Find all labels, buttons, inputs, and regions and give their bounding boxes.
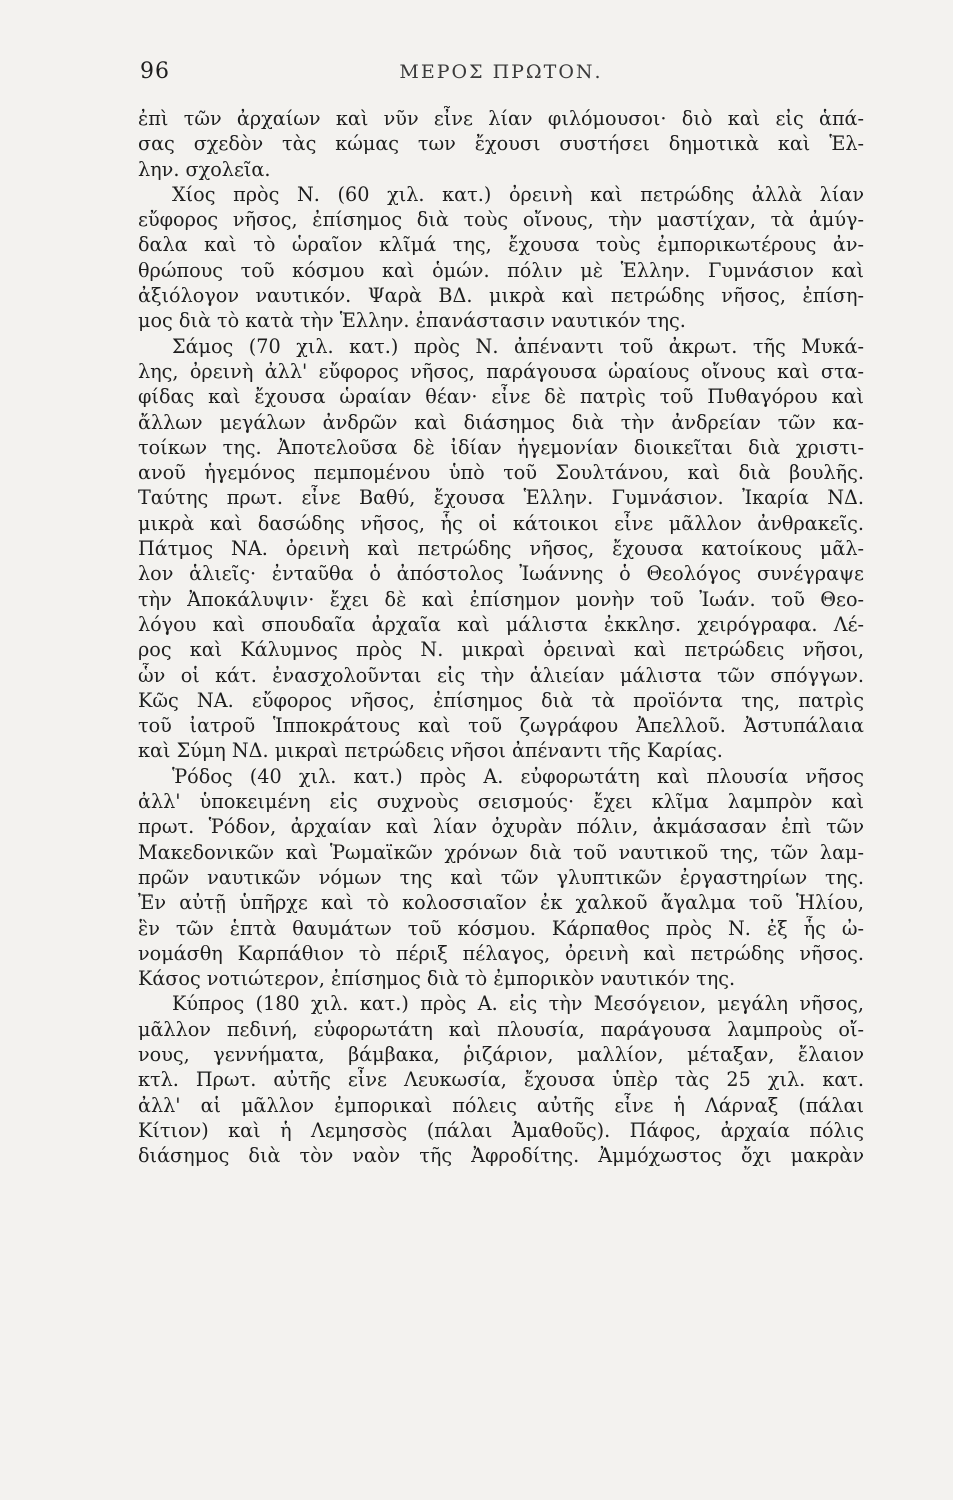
text-line: ἐπὶ τῶν ἀρχαίων καὶ νῦν εἶνε λίαν φιλόμουσοι· διὸ καὶ εἰς ἁπά- [138, 107, 864, 130]
text-line: Χίος πρὸς Ν. (60 χιλ. κατ.) ὀρεινὴ καὶ πετρώδης ἀλλὰ λίαν [172, 182, 864, 206]
text-line: σας σχεδὸν τὰς κώμας των ἔχουσι συστήσει δημοτικὰ καὶ Ἑλ- [138, 132, 864, 156]
body-text [138, 106, 864, 1168]
text-line: Ταύτης πρωτ. εἶνε Βαθύ, ἔχουσα Ἑλλην. Γυμνάσιον. Ἰκαρία ΝΔ. [138, 486, 864, 510]
text-line: θρώπους τοῦ κόσμου καὶ ὁμών. πόλιν μὲ Ἑλλην. Γυμνάσιον καὶ [138, 258, 864, 282]
text-line: λόγου καὶ σπουδαῖα ἀρχαῖα καὶ μάλιστα ἐκκλησ. χειρόγραφα. Λέ- [138, 612, 864, 636]
text-line: διάσημος διὰ τὸν ναὸν τῆς Ἀφροδίτης. Ἀμμόχωστος ὄχι μακρὰν [138, 1144, 864, 1168]
text-line: λον ἁλιεῖς· ἐνταῦθα ὁ ἀπόστολος Ἰωάννης ὁ Θεολόγος συνέγραψε [138, 562, 864, 586]
text-line: ρος καὶ Κάλυμνος πρὸς Ν. μικραὶ ὀρειναὶ καὶ πετρώδεις νῆσοι, [138, 638, 864, 662]
page-header [140, 55, 862, 95]
text-line: νομάσθη Καρπάθιον τὸ πέριξ πέλαγος, ὀρεινὴ καὶ πετρώδης νῆσος. [138, 941, 864, 965]
text-line: μικρὰ καὶ δασώδης νῆσος, ἧς οἱ κάτοικοι εἶνε μᾶλλον ἀνθρακεῖς. [138, 511, 864, 535]
text-line: Ἐν αὐτῇ ὑπῆρχε καὶ τὸ κολοσσιαῖον ἐκ χαλκοῦ ἄγαλμα τοῦ Ἡλίου, [138, 891, 864, 915]
text-line: μᾶλλον πεδινή, εὐφορωτάτη καὶ πλουσία, παράγουσα λαμπροὺς οἴ- [138, 1017, 864, 1041]
text-line: τοίκων της. Ἀποτελοῦσα δὲ ἰδίαν ἡγεμονίαν διοικεῖται διὰ χριστι- [138, 435, 864, 459]
text-line: ἀλλ' αἱ μᾶλλον ἐμπορικαὶ πόλεις αὐτῆς εἶνε ἡ Λάρναξ (πάλαι [138, 1093, 864, 1117]
text-line: Πάτμος ΝΑ. ὀρεινὴ καὶ πετρώδης νῆσος, ἔχουσα κατοίκους μᾶλ- [138, 537, 864, 561]
text-line: εὔφορος νῆσος, ἐπίσημος διὰ τοὺς οἴνους, τὴν μαστίχαν, τὰ ἀμύγ- [138, 208, 864, 232]
text-line: ἀξιόλογον ναυτικόν. Ψαρὰ ΒΔ. μικρὰ καὶ πετρώδης νῆσος, ἐπίση- [138, 284, 864, 308]
text-line: ἓν τῶν ἑπτὰ θαυμάτων τοῦ κόσμου. Κάρπαθος πρὸς Ν. ἐξ ἧς ὠ- [138, 916, 864, 940]
text-line: καὶ Σύμη ΝΔ. μικραὶ πετρώδεις νῆσοι ἀπέναντι τῆς Καρίας. [138, 739, 723, 763]
text-line: ἄλλων μεγάλων ἀνδρῶν καὶ διάσημος διὰ τὴν ἀνδρείαν τῶν κα- [138, 410, 864, 434]
text-line: Κῶς ΝΑ. εὔφορος νῆσος, ἐπίσημος διὰ τὰ προϊόντα της, πατρὶς [138, 688, 864, 712]
page-number: 96 [140, 59, 170, 84]
text-line: φίδας καὶ ἔχουσα ὡραίαν θέαν· εἶνε δὲ πατρὶς τοῦ Πυθαγόρου καὶ [138, 385, 864, 409]
text-line: μος διὰ τὸ κατὰ τὴν Ἑλλην. ἐπανάστασιν ναυτικόν της. [138, 309, 686, 333]
text-line: Κίτιον) καὶ ἡ Λεμησσὸς (πάλαι Ἀμαθοῦς). Πάφος, ἀρχαία πόλις [138, 1118, 864, 1142]
text-line: πρῶν ναυτικῶν νόμων της καὶ τῶν γλυπτικῶν ἐργαστηρίων της. [138, 865, 864, 889]
text-line: τοῦ ἰατροῦ Ἱπποκράτους καὶ τοῦ ζωγράφου Ἀπελλοῦ. Ἀστυπάλαια [138, 714, 864, 738]
text-line: ανοῦ ἡγεμόνος πεμπομένου ὑπὸ τοῦ Σουλτάνου, καὶ διὰ βουλῆς. [138, 461, 864, 485]
text-line: Κάσος νοτιώτερον, ἐπίσημος διὰ τὸ ἐμπορικὸν ναυτικόν της. [138, 967, 736, 991]
text-line: πρωτ. Ῥόδον, ἀρχαίαν καὶ λίαν ὀχυρὰν πόλιν, ἀκμάσασαν ἐπὶ τῶν [138, 815, 864, 839]
text-line: τὴν Ἀποκάλυψιν· ἔχει δὲ καὶ ἐπίσημον μονὴν τοῦ Ἰωάν. τοῦ Θεο- [138, 587, 864, 611]
text-line: Σάμος (70 χιλ. κατ.) πρὸς Ν. ἀπέναντι τοῦ ἀκρωτ. τῆς Μυκά- [172, 334, 864, 358]
text-line: κτλ. Πρωτ. αὐτῆς εἶνε Λευκωσία, ἔχουσα ὑπὲρ τὰς 25 χιλ. κατ. [138, 1068, 864, 1092]
text-line: Ῥόδος (40 χιλ. κατ.) πρὸς Α. εὐφορωτάτη καὶ πλουσία νῆσος [172, 764, 864, 788]
text-line: ὧν οἱ κάτ. ἐνασχολοῦνται εἰς τὴν ἁλιείαν μάλιστα τῶν σπόγγων. [138, 663, 864, 687]
text-line: Κύπρος (180 χιλ. κατ.) πρὸς Α. εἰς τὴν Μεσόγειον, μεγάλη νῆσος, [172, 992, 864, 1016]
text-line: δαλα καὶ τὸ ὡραῖον κλῖμά της, ἔχουσα τοὺς ἐμπορικωτέρους ἀν- [138, 233, 864, 257]
text-line: λης, ὀρεινὴ ἀλλ' εὔφορος νῆσος, παράγουσα ὡραίους οἴνους καὶ στα- [138, 359, 864, 383]
text-line: νους, γεννήματα, βάμβακα, ῥιζάριον, μαλλίον, μέταξαν, ἔλαιον [138, 1042, 864, 1066]
running-title: ΜΕΡΟΣ ΠΡΩΤΟΝ. [399, 61, 603, 83]
text-line: λην. σχολεῖα. [138, 157, 271, 181]
text-line: ἀλλ' ὑποκειμένη εἰς συχνοὺς σεισμούς· ἔχει κλῖμα λαμπρὸν καὶ [138, 790, 864, 814]
text-line: Μακεδονικῶν καὶ Ῥωμαϊκῶν χρόνων διὰ τοῦ ναυτικοῦ της, τῶν λαμ- [138, 840, 864, 864]
